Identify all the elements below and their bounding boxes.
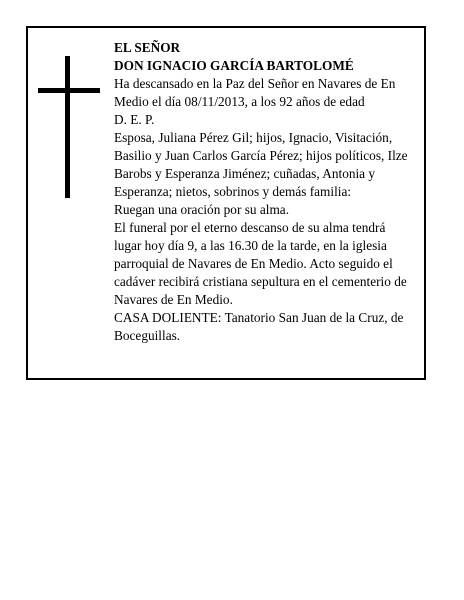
body-line: Ha descansado en la Paz del Señor en Navares de En: [114, 76, 396, 91]
body-line: lugar hoy día 9, a las 16.30 de la tarde, en la iglesia: [114, 238, 387, 253]
body-line: D. E. P.: [114, 112, 155, 127]
obituary-notice: [26, 26, 426, 380]
heading-line-1: EL SEÑOR: [114, 40, 181, 55]
body-line: Esposa, Juliana Pérez Gil; hijos, Ignacio, Visitación,: [114, 130, 393, 145]
body-line: El funeral por el eterno descanso de su alma tendrá: [114, 220, 386, 235]
latin-cross-icon: [38, 56, 100, 198]
body-line: CASA DOLIENTE: Tanatorio San Juan de la Cruz, de: [114, 310, 404, 325]
body-line: Ruegan una oración por su alma.: [114, 202, 290, 217]
cross-vertical-bar: [65, 56, 70, 198]
body-line: Barobs y Esperanza Jiménez; cuñadas, Antonia y: [114, 166, 376, 181]
heading-line-2-deceased-name: DON IGNACIO GARCÍA BARTOLOMÉ: [114, 58, 354, 73]
cross-horizontal-bar: [38, 88, 100, 93]
body-line: Medio el día 08/11/2013, a los 92 años de edad: [114, 94, 365, 109]
body-line: Boceguillas.: [114, 328, 181, 343]
body-line: cadáver recibirá cristiana sepultura en el cementerio de: [114, 274, 407, 289]
body-line: Navares de En Medio.: [114, 292, 233, 307]
obituary-text: [114, 39, 420, 345]
body-line: Basilio y Juan Carlos García Pérez; hijos políticos, Ilze: [114, 148, 408, 163]
body-line: Esperanza; nietos, sobrinos y demás familia:: [114, 184, 352, 199]
body-line: parroquial de Navares de En Medio. Acto seguido el: [114, 256, 393, 271]
